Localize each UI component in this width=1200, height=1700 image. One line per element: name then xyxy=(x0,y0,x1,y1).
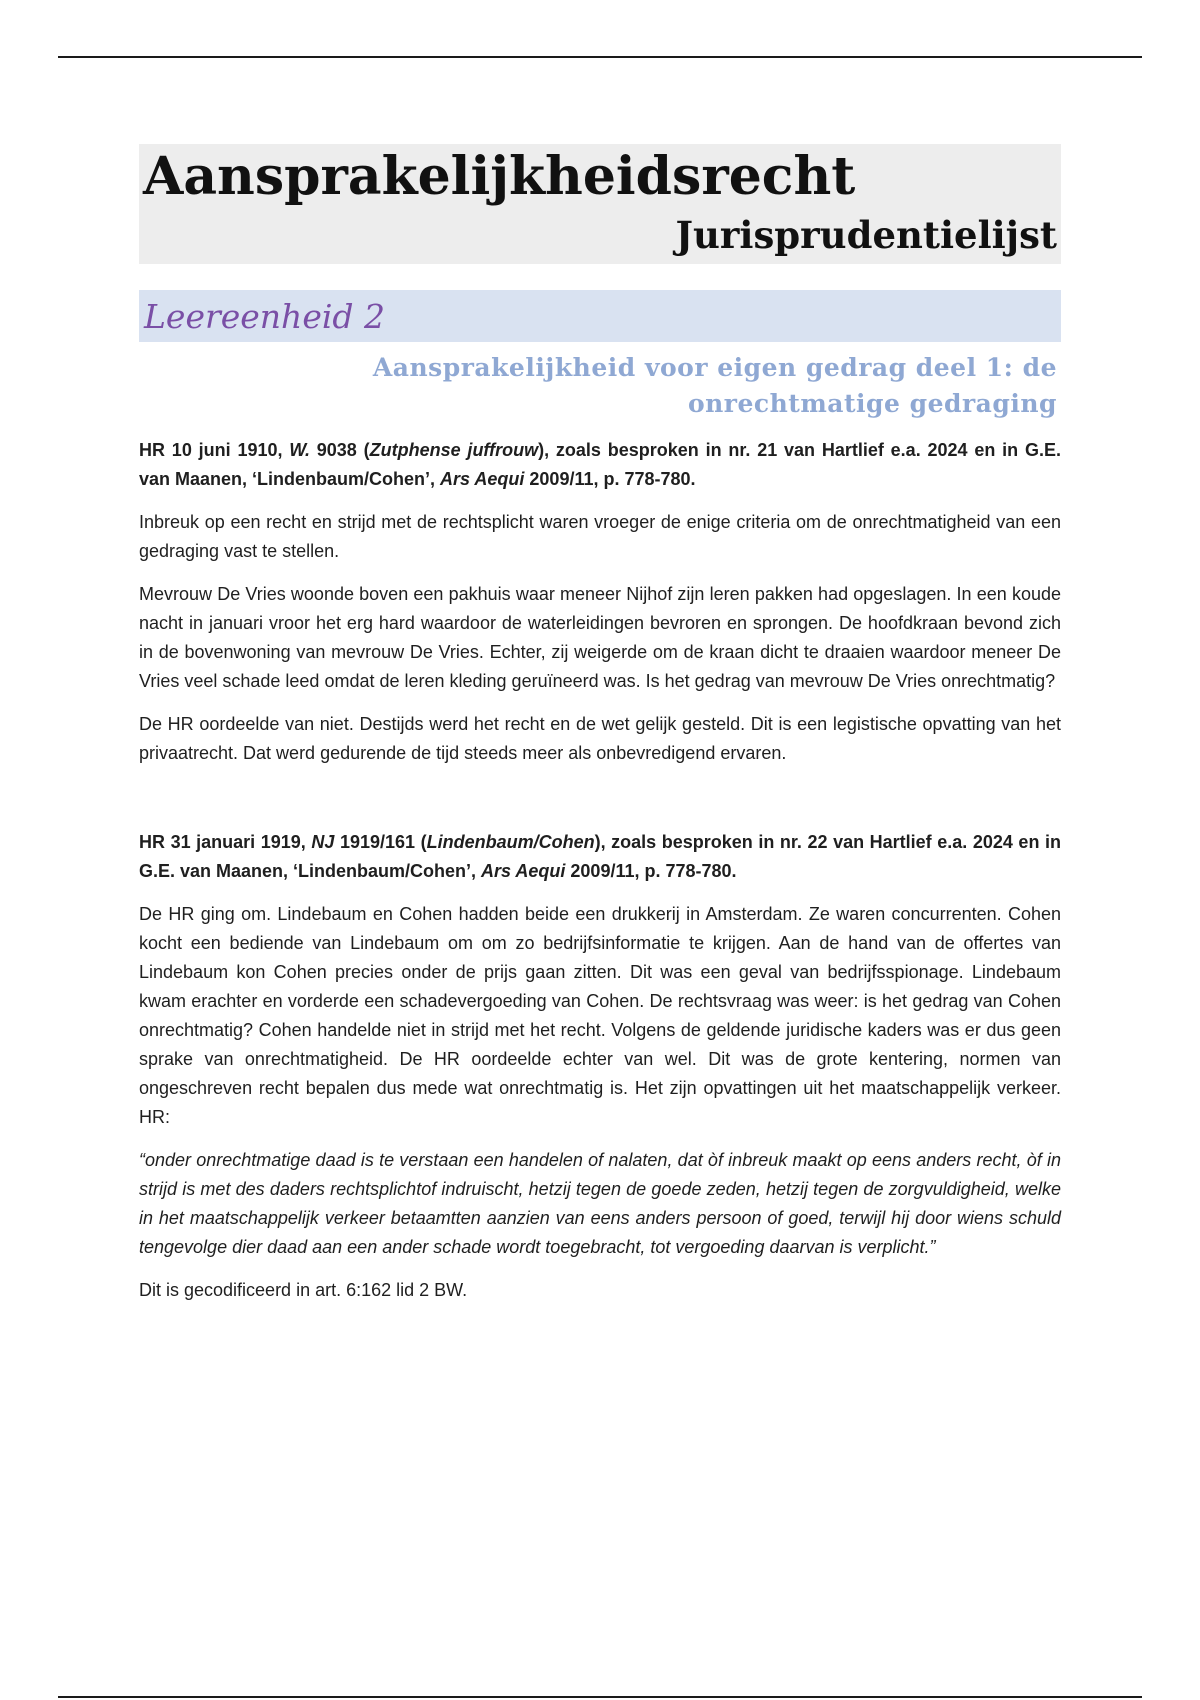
document-subtitle: Jurisprudentielijst xyxy=(675,213,1057,257)
document-title: Aansprakelijkheidsrecht xyxy=(143,146,856,207)
bottom-rule xyxy=(58,1696,1142,1698)
case-2-quote: “onder onrechtmatige daad is te verstaan een handelen of nalaten, dat òf inbreuk maakt op eens anders recht, òf in strijd is met des daders rechtsplichtof indruischt, hetzij tegen de goede zeden, hetzij tegen de zorgvuldigheid, welke in het maatschappelijk verkeer betaamtten aanzien van eens anders persoon of goed, terwijl hij door wiens schuld tengevolge dier daad aan een ander schade wordt toegebracht, tot vergoeding daarvan is verplicht.” xyxy=(139,1150,1061,1257)
case-2-paragraph-2: Dit is gecodificeerd in art. 6:162 lid 2 BW. xyxy=(139,1280,468,1300)
case-1-paragraph-2: Mevrouw De Vries woonde boven een pakhuis waar meneer Nijhof zijn leren pakken had opgeslagen. In een koude nacht in januari vroor het erg hard waardoor de waterleidingen bevroren en sprongen. De hoofdkraan bevond zich in de bovenwoning van mevrouw De Vries. Echter, zij weigerde om de kraan dicht te draaien waardoor meneer De Vries veel schade leed omdat de leren kleding geruïneerd was. Is het gedrag van mevrouw De Vries onrechtmatig? xyxy=(139,584,1061,691)
title-block xyxy=(139,144,1061,264)
unit-title: Leereenheid 2 xyxy=(144,296,386,336)
unit-subtitle: Aansprakelijkheid voor eigen gedrag deel 1: de onrechtmatige gedraging xyxy=(372,353,1057,418)
top-rule xyxy=(58,56,1142,58)
case-2-heading: HR 31 januari 1919, NJ 1919/161 (Lindenbaum/Cohen), zoals besproken in nr. 22 van Hartlief e.a. 2024 en in G.E. van Maanen, ‘Lindenbaum/Cohen’, Ars Aequi 2009/11, p. 778-780. xyxy=(139,832,1061,881)
case-2-paragraph-1: De HR ging om. Lindebaum en Cohen hadden beide een drukkerij in Amsterdam. Ze waren concurrenten. Cohen kocht een bediende van Lindebaum om om zo bedrijfsinformatie te krijgen. Aan de hand van de offertes van Lindebaum kon Cohen precies onder de prijs gaan zitten. Dit was een geval van bedrijfsspionage. Lindebaum kwam erachter en vorderde een schadevergoeding van Cohen. De rechtsvraag was weer: is het gedrag van Cohen onrechtmatig? Cohen handelde niet in strijd met het recht. Volgens de geldende juridische kaders was er dus geen sprake van onrechtmatigheid. De HR oordeelde echter van wel. Dit was de grote kentering, normen van ongeschreven recht bepalen dus mede wat onrechtmatig is. Het zijn opvattingen uit het maatschappelijk verkeer. HR: xyxy=(139,904,1061,1127)
unit-heading-bar xyxy=(139,290,1061,342)
document-page xyxy=(139,144,1061,1305)
case-1-paragraph-3: De HR oordeelde van niet. Destijds werd het recht en de wet gelijk gesteld. Dit is een legistische opvatting van het privaatrecht. Dat werd gedurende de tijd steeds meer als onbevredigend ervaren. xyxy=(139,714,1061,763)
case-1-heading: HR 10 juni 1910, W. 9038 (Zutphense juffrouw), zoals besproken in nr. 21 van Hartlief e.a. 2024 en in G.E. van Maanen, ‘Lindenbaum/Cohen’, Ars Aequi 2009/11, p. 778-780. xyxy=(139,440,1061,489)
case-1-paragraph-1: Inbreuk op een recht en strijd met de rechtsplicht waren vroeger de enige criteria om de onrechtmatigheid van een gedraging vast te stellen. xyxy=(139,512,1061,561)
